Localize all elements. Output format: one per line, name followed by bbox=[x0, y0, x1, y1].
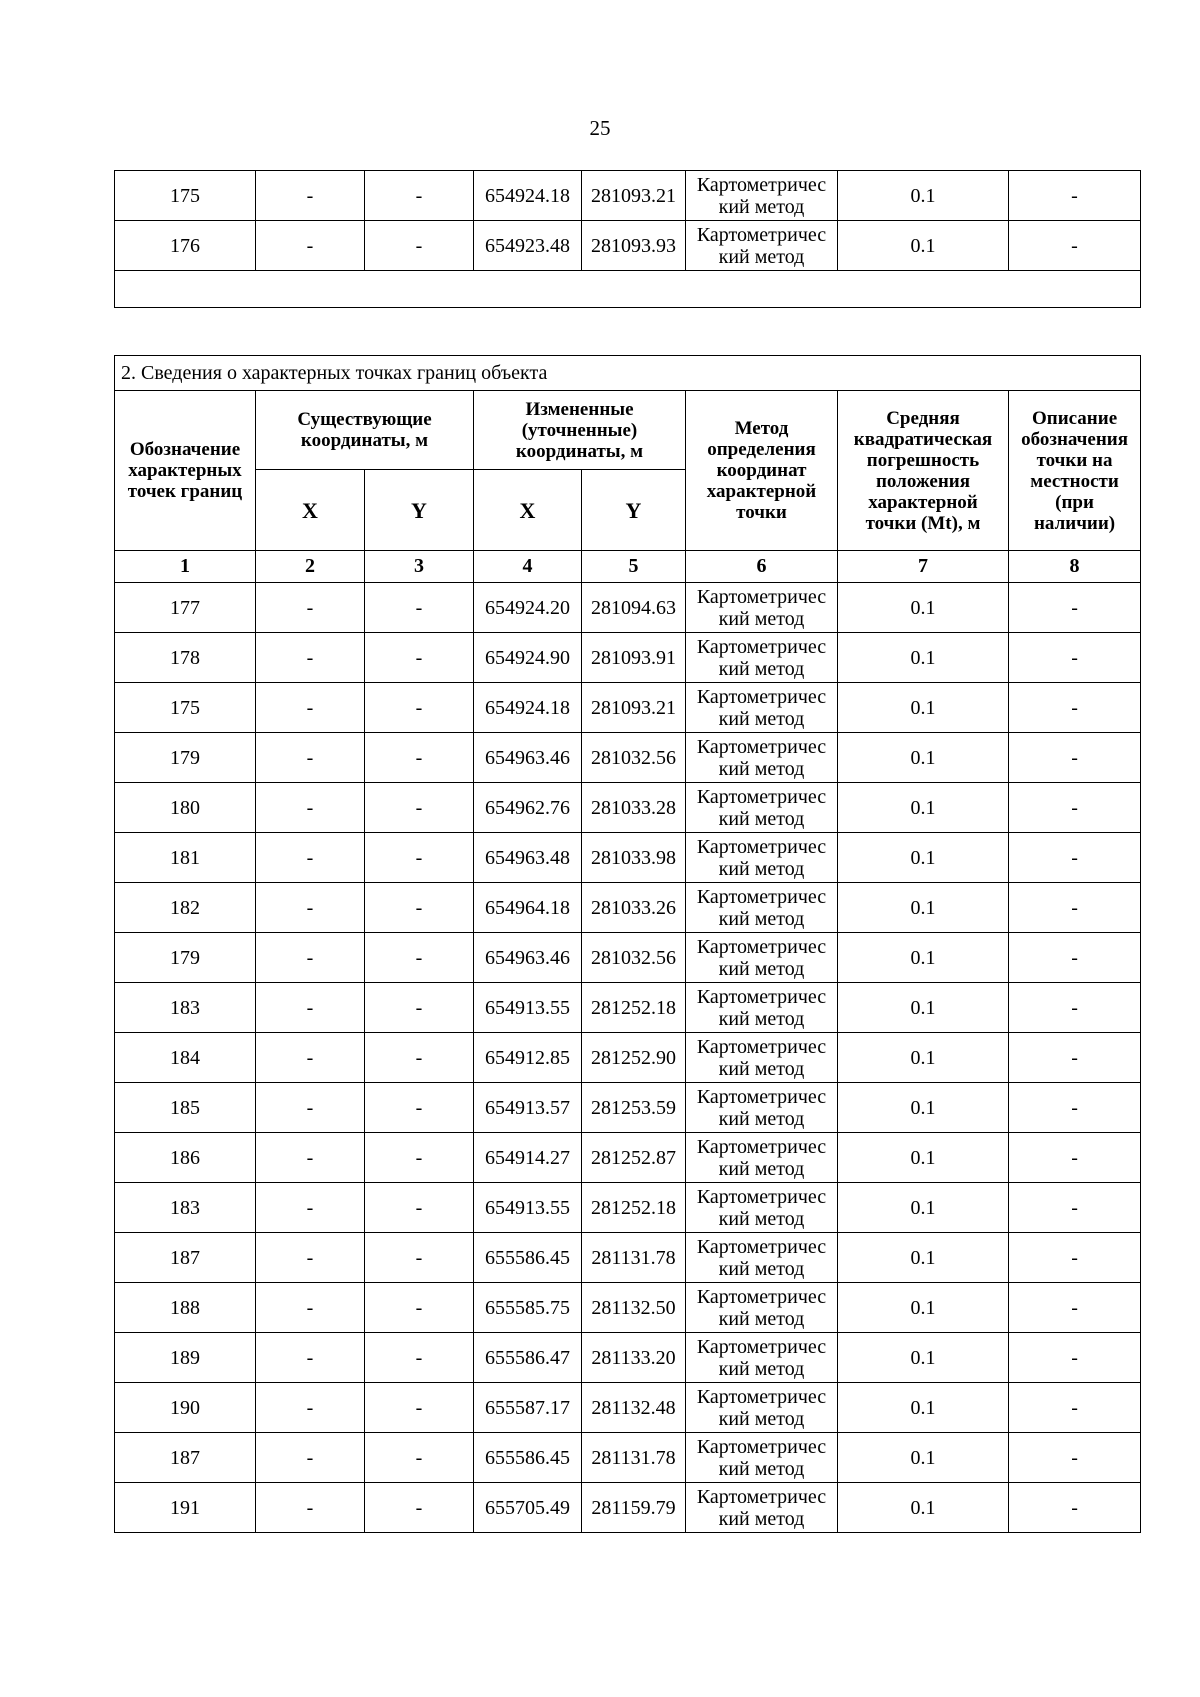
method-cell bbox=[686, 983, 838, 1033]
changed-y-cell: 281132.48 bbox=[582, 1383, 686, 1433]
header-point-line: характерных bbox=[128, 460, 242, 481]
description-cell: - bbox=[1009, 783, 1141, 833]
existing-x-cell: - bbox=[256, 633, 365, 683]
point-id-cell: 178 bbox=[115, 633, 256, 683]
header-changed-x: X bbox=[474, 470, 582, 551]
description-cell: - bbox=[1009, 933, 1141, 983]
mt-cell: 0.1 bbox=[838, 583, 1009, 633]
method-line: Картометричес bbox=[696, 173, 827, 196]
changed-y-cell: 281093.21 bbox=[582, 683, 686, 733]
changed-y-cell: 281252.18 bbox=[582, 983, 686, 1033]
header-changed-y: Y bbox=[582, 470, 686, 551]
table-row bbox=[115, 1233, 1141, 1283]
column-number: 6 bbox=[686, 551, 838, 583]
page-number: 25 bbox=[589, 116, 611, 140]
changed-y-cell: 281159.79 bbox=[582, 1483, 686, 1533]
method-cell bbox=[686, 1183, 838, 1233]
method-line: Картометричес bbox=[696, 935, 827, 958]
changed-y-cell: 281252.18 bbox=[582, 1183, 686, 1233]
point-id-cell: 190 bbox=[115, 1383, 256, 1433]
changed-x-cell: 654912.85 bbox=[474, 1033, 582, 1083]
point-id-cell: 191 bbox=[115, 1483, 256, 1533]
method-line: кий метод bbox=[718, 857, 805, 880]
method-line: кий метод bbox=[718, 1357, 805, 1380]
continuation-table bbox=[114, 170, 1141, 308]
method-line: кий метод bbox=[718, 957, 805, 980]
method-line: Картометричес bbox=[696, 835, 827, 858]
method-line: кий метод bbox=[718, 195, 805, 218]
column-number: 5 bbox=[582, 551, 686, 583]
table-row bbox=[115, 221, 1141, 271]
point-id-cell: 176 bbox=[115, 221, 256, 271]
header-mt bbox=[838, 391, 1009, 551]
mt-cell: 0.1 bbox=[838, 833, 1009, 883]
header-row-1 bbox=[115, 391, 1141, 470]
mt-cell: 0.1 bbox=[838, 1083, 1009, 1133]
existing-y-cell: - bbox=[365, 733, 474, 783]
method-line: Картометричес bbox=[696, 985, 827, 1008]
changed-y-cell: 281094.63 bbox=[582, 583, 686, 633]
description-cell: - bbox=[1009, 583, 1141, 633]
section-title: 2. Сведения о характерных точках границ объекта bbox=[115, 356, 1141, 391]
method-line: кий метод bbox=[718, 607, 805, 630]
point-id-cell: 179 bbox=[115, 733, 256, 783]
method-line: Картометричес bbox=[696, 1335, 827, 1358]
header-mt-line: Средняя bbox=[886, 407, 960, 429]
method-line: Картометричес bbox=[696, 585, 827, 608]
changed-y-cell: 281033.26 bbox=[582, 883, 686, 933]
point-id-cell: 177 bbox=[115, 583, 256, 633]
method-line: Картометричес bbox=[696, 735, 827, 758]
continuation-empty-row bbox=[115, 271, 1141, 308]
changed-y-cell: 281032.56 bbox=[582, 933, 686, 983]
mt-cell: 0.1 bbox=[838, 1383, 1009, 1433]
method-line: кий метод bbox=[718, 1457, 805, 1480]
method-cell bbox=[686, 1383, 838, 1433]
method-cell bbox=[686, 1433, 838, 1483]
point-id-cell: 175 bbox=[115, 171, 256, 221]
point-id-cell: 188 bbox=[115, 1283, 256, 1333]
existing-x-cell: - bbox=[256, 833, 365, 883]
table-row bbox=[115, 733, 1141, 783]
method-cell bbox=[686, 783, 838, 833]
method-cell bbox=[686, 683, 838, 733]
method-cell bbox=[686, 1233, 838, 1283]
method-cell bbox=[686, 883, 838, 933]
description-cell: - bbox=[1009, 1433, 1141, 1483]
description-cell: - bbox=[1009, 221, 1141, 271]
existing-x-cell: - bbox=[256, 983, 365, 1033]
point-id-cell: 181 bbox=[115, 833, 256, 883]
point-id-cell: 183 bbox=[115, 1183, 256, 1233]
method-line: кий метод bbox=[718, 245, 805, 268]
mt-cell: 0.1 bbox=[838, 171, 1009, 221]
point-id-cell: 189 bbox=[115, 1333, 256, 1383]
changed-x-cell: 654963.46 bbox=[474, 733, 582, 783]
method-cell bbox=[686, 1083, 838, 1133]
mt-cell: 0.1 bbox=[838, 1483, 1009, 1533]
mt-cell: 0.1 bbox=[838, 1033, 1009, 1083]
existing-x-cell: - bbox=[256, 1233, 365, 1283]
header-desc-line: наличии) bbox=[1033, 512, 1116, 534]
method-cell bbox=[686, 221, 838, 271]
description-cell: - bbox=[1009, 733, 1141, 783]
table-row bbox=[115, 1133, 1141, 1183]
table-row bbox=[115, 633, 1141, 683]
existing-y-cell: - bbox=[365, 1133, 474, 1183]
method-line: кий метод bbox=[718, 1257, 805, 1280]
header-changed-line: (уточненные) bbox=[521, 419, 638, 441]
changed-x-cell: 654963.48 bbox=[474, 833, 582, 883]
existing-y-cell: - bbox=[365, 633, 474, 683]
header-point-line: Обозначение bbox=[129, 439, 241, 460]
existing-x-cell: - bbox=[256, 1333, 365, 1383]
changed-y-cell: 281093.93 bbox=[582, 221, 686, 271]
header-desc-line: точки на bbox=[1036, 449, 1113, 471]
changed-y-cell: 281252.87 bbox=[582, 1133, 686, 1183]
existing-x-cell: - bbox=[256, 1133, 365, 1183]
column-number-row bbox=[115, 551, 1141, 583]
method-cell bbox=[686, 1033, 838, 1083]
header-existing bbox=[256, 391, 474, 470]
header-mt-line: погрешность bbox=[866, 449, 980, 471]
changed-x-cell: 654913.57 bbox=[474, 1083, 582, 1133]
header-existing-x: X bbox=[256, 470, 365, 551]
method-line: Картометричес bbox=[696, 1085, 827, 1108]
method-line: кий метод bbox=[718, 1307, 805, 1330]
description-cell: - bbox=[1009, 983, 1141, 1033]
method-line: кий метод bbox=[718, 1207, 805, 1230]
existing-y-cell: - bbox=[365, 221, 474, 271]
column-number: 1 bbox=[115, 551, 256, 583]
existing-x-cell: - bbox=[256, 221, 365, 271]
method-line: Картометричес bbox=[696, 1435, 827, 1458]
method-cell bbox=[686, 1283, 838, 1333]
header-changed-line: координаты, м bbox=[515, 440, 644, 462]
changed-x-cell: 654924.18 bbox=[474, 683, 582, 733]
changed-y-cell: 281032.56 bbox=[582, 733, 686, 783]
changed-x-cell: 655586.47 bbox=[474, 1333, 582, 1383]
existing-x-cell: - bbox=[256, 583, 365, 633]
table-row bbox=[115, 1383, 1141, 1433]
existing-y-cell: - bbox=[365, 1283, 474, 1333]
mt-cell: 0.1 bbox=[838, 1333, 1009, 1383]
method-line: Картометричес bbox=[696, 1285, 827, 1308]
method-line: Картометричес bbox=[696, 223, 827, 246]
method-line: Картометричес bbox=[696, 785, 827, 808]
header-method-line: координат bbox=[716, 460, 807, 481]
mt-cell: 0.1 bbox=[838, 683, 1009, 733]
header-existing-y: Y bbox=[365, 470, 474, 551]
description-cell: - bbox=[1009, 883, 1141, 933]
changed-x-cell: 655587.17 bbox=[474, 1383, 582, 1433]
header-desc-line: (при bbox=[1055, 491, 1094, 513]
existing-y-cell: - bbox=[365, 683, 474, 733]
mt-cell: 0.1 bbox=[838, 1133, 1009, 1183]
changed-x-cell: 654963.46 bbox=[474, 933, 582, 983]
changed-x-cell: 655586.45 bbox=[474, 1433, 582, 1483]
mt-cell: 0.1 bbox=[838, 1433, 1009, 1483]
header-method-line: Метод bbox=[734, 418, 789, 439]
table-row bbox=[115, 1483, 1141, 1533]
table-row bbox=[115, 683, 1141, 733]
method-cell bbox=[686, 583, 838, 633]
description-cell: - bbox=[1009, 833, 1141, 883]
header-desc-line: Описание bbox=[1031, 407, 1118, 429]
existing-y-cell: - bbox=[365, 1333, 474, 1383]
table-row bbox=[115, 1083, 1141, 1133]
header-description bbox=[1009, 391, 1141, 551]
existing-y-cell: - bbox=[365, 1433, 474, 1483]
changed-y-cell: 281033.28 bbox=[582, 783, 686, 833]
existing-x-cell: - bbox=[256, 783, 365, 833]
point-id-cell: 183 bbox=[115, 983, 256, 1033]
changed-y-cell: 281093.91 bbox=[582, 633, 686, 683]
existing-x-cell: - bbox=[256, 1083, 365, 1133]
description-cell: - bbox=[1009, 1283, 1141, 1333]
method-line: кий метод bbox=[718, 1107, 805, 1130]
changed-y-cell: 281131.78 bbox=[582, 1433, 686, 1483]
mt-cell: 0.1 bbox=[838, 1233, 1009, 1283]
method-line: кий метод bbox=[718, 907, 805, 930]
method-line: Картометричес bbox=[696, 1235, 827, 1258]
mt-cell: 0.1 bbox=[838, 1283, 1009, 1333]
changed-y-cell: 281132.50 bbox=[582, 1283, 686, 1333]
header-desc-line: обозначения bbox=[1021, 428, 1128, 450]
description-cell: - bbox=[1009, 683, 1141, 733]
table-row bbox=[115, 983, 1141, 1033]
column-number: 3 bbox=[365, 551, 474, 583]
existing-y-cell: - bbox=[365, 833, 474, 883]
existing-x-cell: - bbox=[256, 1383, 365, 1433]
header-point-line: точек границ bbox=[127, 481, 243, 502]
method-line: Картометричес bbox=[696, 1135, 827, 1158]
point-id-cell: 187 bbox=[115, 1433, 256, 1483]
point-id-cell: 185 bbox=[115, 1083, 256, 1133]
continuation-table-body bbox=[115, 171, 1141, 271]
existing-x-cell: - bbox=[256, 883, 365, 933]
changed-x-cell: 654913.55 bbox=[474, 983, 582, 1033]
header-mt-line: точки (Mt), м bbox=[865, 512, 981, 534]
header-method bbox=[686, 391, 838, 551]
table-row bbox=[115, 1283, 1141, 1333]
method-cell bbox=[686, 171, 838, 221]
boundary-points-body bbox=[115, 583, 1141, 1533]
mt-cell: 0.1 bbox=[838, 633, 1009, 683]
section-title-row bbox=[115, 356, 1141, 391]
changed-x-cell: 655585.75 bbox=[474, 1283, 582, 1333]
existing-x-cell: - bbox=[256, 933, 365, 983]
point-id-cell: 179 bbox=[115, 933, 256, 983]
method-line: кий метод bbox=[718, 1507, 805, 1530]
method-line: Картометричес bbox=[696, 1185, 827, 1208]
method-line: кий метод bbox=[718, 1007, 805, 1030]
method-cell bbox=[686, 833, 838, 883]
changed-y-cell: 281252.90 bbox=[582, 1033, 686, 1083]
method-line: Картометричес bbox=[696, 685, 827, 708]
existing-y-cell: - bbox=[365, 883, 474, 933]
description-cell: - bbox=[1009, 1383, 1141, 1433]
method-cell bbox=[686, 633, 838, 683]
point-id-cell: 184 bbox=[115, 1033, 256, 1083]
mt-cell: 0.1 bbox=[838, 983, 1009, 1033]
existing-y-cell: - bbox=[365, 1033, 474, 1083]
header-method-line: точки bbox=[736, 502, 787, 523]
mt-cell: 0.1 bbox=[838, 1183, 1009, 1233]
method-line: кий метод bbox=[718, 1157, 805, 1180]
header-method-line: характерной bbox=[706, 481, 817, 502]
point-id-cell: 175 bbox=[115, 683, 256, 733]
changed-y-cell: 281033.98 bbox=[582, 833, 686, 883]
header-point bbox=[115, 391, 256, 551]
changed-x-cell: 655586.45 bbox=[474, 1233, 582, 1283]
changed-y-cell: 281131.78 bbox=[582, 1233, 686, 1283]
description-cell: - bbox=[1009, 1183, 1141, 1233]
existing-x-cell: - bbox=[256, 1483, 365, 1533]
changed-x-cell: 654914.27 bbox=[474, 1133, 582, 1183]
method-line: Картометричес bbox=[696, 885, 827, 908]
table-row bbox=[115, 933, 1141, 983]
boundary-points-table bbox=[114, 355, 1141, 1533]
existing-x-cell: - bbox=[256, 683, 365, 733]
method-line: Картометричес bbox=[696, 1035, 827, 1058]
changed-y-cell: 281133.20 bbox=[582, 1333, 686, 1383]
existing-y-cell: - bbox=[365, 933, 474, 983]
header-changed bbox=[474, 391, 686, 470]
header-method-line: определения bbox=[707, 439, 816, 460]
description-cell: - bbox=[1009, 1233, 1141, 1283]
point-id-cell: 186 bbox=[115, 1133, 256, 1183]
existing-y-cell: - bbox=[365, 583, 474, 633]
description-cell: - bbox=[1009, 1083, 1141, 1133]
method-line: кий метод bbox=[718, 707, 805, 730]
changed-x-cell: 654913.55 bbox=[474, 1183, 582, 1233]
changed-x-cell: 654923.48 bbox=[474, 221, 582, 271]
header-desc-line: местности bbox=[1030, 470, 1119, 492]
header-existing-line: координаты, м bbox=[300, 430, 429, 451]
column-number: 2 bbox=[256, 551, 365, 583]
column-number: 8 bbox=[1009, 551, 1141, 583]
existing-y-cell: - bbox=[365, 171, 474, 221]
table-row bbox=[115, 833, 1141, 883]
point-id-cell: 187 bbox=[115, 1233, 256, 1283]
existing-x-cell: - bbox=[256, 1183, 365, 1233]
mt-cell: 0.1 bbox=[838, 783, 1009, 833]
description-cell: - bbox=[1009, 1333, 1141, 1383]
changed-y-cell: 281253.59 bbox=[582, 1083, 686, 1133]
existing-x-cell: - bbox=[256, 1033, 365, 1083]
method-cell bbox=[686, 1333, 838, 1383]
description-cell: - bbox=[1009, 633, 1141, 683]
method-line: кий метод bbox=[718, 807, 805, 830]
method-line: Картометричес bbox=[696, 1385, 827, 1408]
table-row bbox=[115, 171, 1141, 221]
method-line: Картометричес bbox=[696, 1485, 827, 1508]
header-mt-line: квадратическая bbox=[853, 428, 993, 450]
mt-cell: 0.1 bbox=[838, 933, 1009, 983]
table-row bbox=[115, 1183, 1141, 1233]
point-id-cell: 182 bbox=[115, 883, 256, 933]
method-line: кий метод bbox=[718, 1057, 805, 1080]
existing-x-cell: - bbox=[256, 1433, 365, 1483]
changed-x-cell: 654924.20 bbox=[474, 583, 582, 633]
method-line: Картометричес bbox=[696, 635, 827, 658]
changed-x-cell: 654924.90 bbox=[474, 633, 582, 683]
changed-x-cell: 654962.76 bbox=[474, 783, 582, 833]
method-line: кий метод bbox=[718, 657, 805, 680]
description-cell: - bbox=[1009, 1133, 1141, 1183]
header-existing-line: Существующие bbox=[297, 409, 432, 430]
method-line: кий метод bbox=[718, 1407, 805, 1430]
point-id-cell: 180 bbox=[115, 783, 256, 833]
method-line: кий метод bbox=[718, 757, 805, 780]
existing-x-cell: - bbox=[256, 171, 365, 221]
method-cell bbox=[686, 1133, 838, 1183]
description-cell: - bbox=[1009, 1483, 1141, 1533]
existing-x-cell: - bbox=[256, 733, 365, 783]
column-number: 4 bbox=[474, 551, 582, 583]
changed-y-cell: 281093.21 bbox=[582, 171, 686, 221]
column-number: 7 bbox=[838, 551, 1009, 583]
header-mt-line: характерной bbox=[868, 491, 978, 513]
table-row bbox=[115, 1433, 1141, 1483]
table-row bbox=[115, 583, 1141, 633]
method-cell bbox=[686, 733, 838, 783]
mt-cell: 0.1 bbox=[838, 221, 1009, 271]
method-cell bbox=[686, 933, 838, 983]
existing-y-cell: - bbox=[365, 983, 474, 1033]
table-row bbox=[115, 883, 1141, 933]
changed-x-cell: 654924.18 bbox=[474, 171, 582, 221]
existing-y-cell: - bbox=[365, 1383, 474, 1433]
existing-y-cell: - bbox=[365, 1233, 474, 1283]
changed-x-cell: 654964.18 bbox=[474, 883, 582, 933]
method-cell bbox=[686, 1483, 838, 1533]
table-row bbox=[115, 1033, 1141, 1083]
existing-y-cell: - bbox=[365, 783, 474, 833]
header-changed-line: Измененные bbox=[525, 398, 634, 420]
mt-cell: 0.1 bbox=[838, 733, 1009, 783]
header-mt-line: положения bbox=[875, 470, 971, 492]
table-row bbox=[115, 1333, 1141, 1383]
existing-y-cell: - bbox=[365, 1483, 474, 1533]
existing-x-cell: - bbox=[256, 1283, 365, 1333]
table-row bbox=[115, 783, 1141, 833]
existing-y-cell: - bbox=[365, 1083, 474, 1133]
existing-y-cell: - bbox=[365, 1183, 474, 1233]
description-cell: - bbox=[1009, 171, 1141, 221]
mt-cell: 0.1 bbox=[838, 883, 1009, 933]
description-cell: - bbox=[1009, 1033, 1141, 1083]
changed-x-cell: 655705.49 bbox=[474, 1483, 582, 1533]
